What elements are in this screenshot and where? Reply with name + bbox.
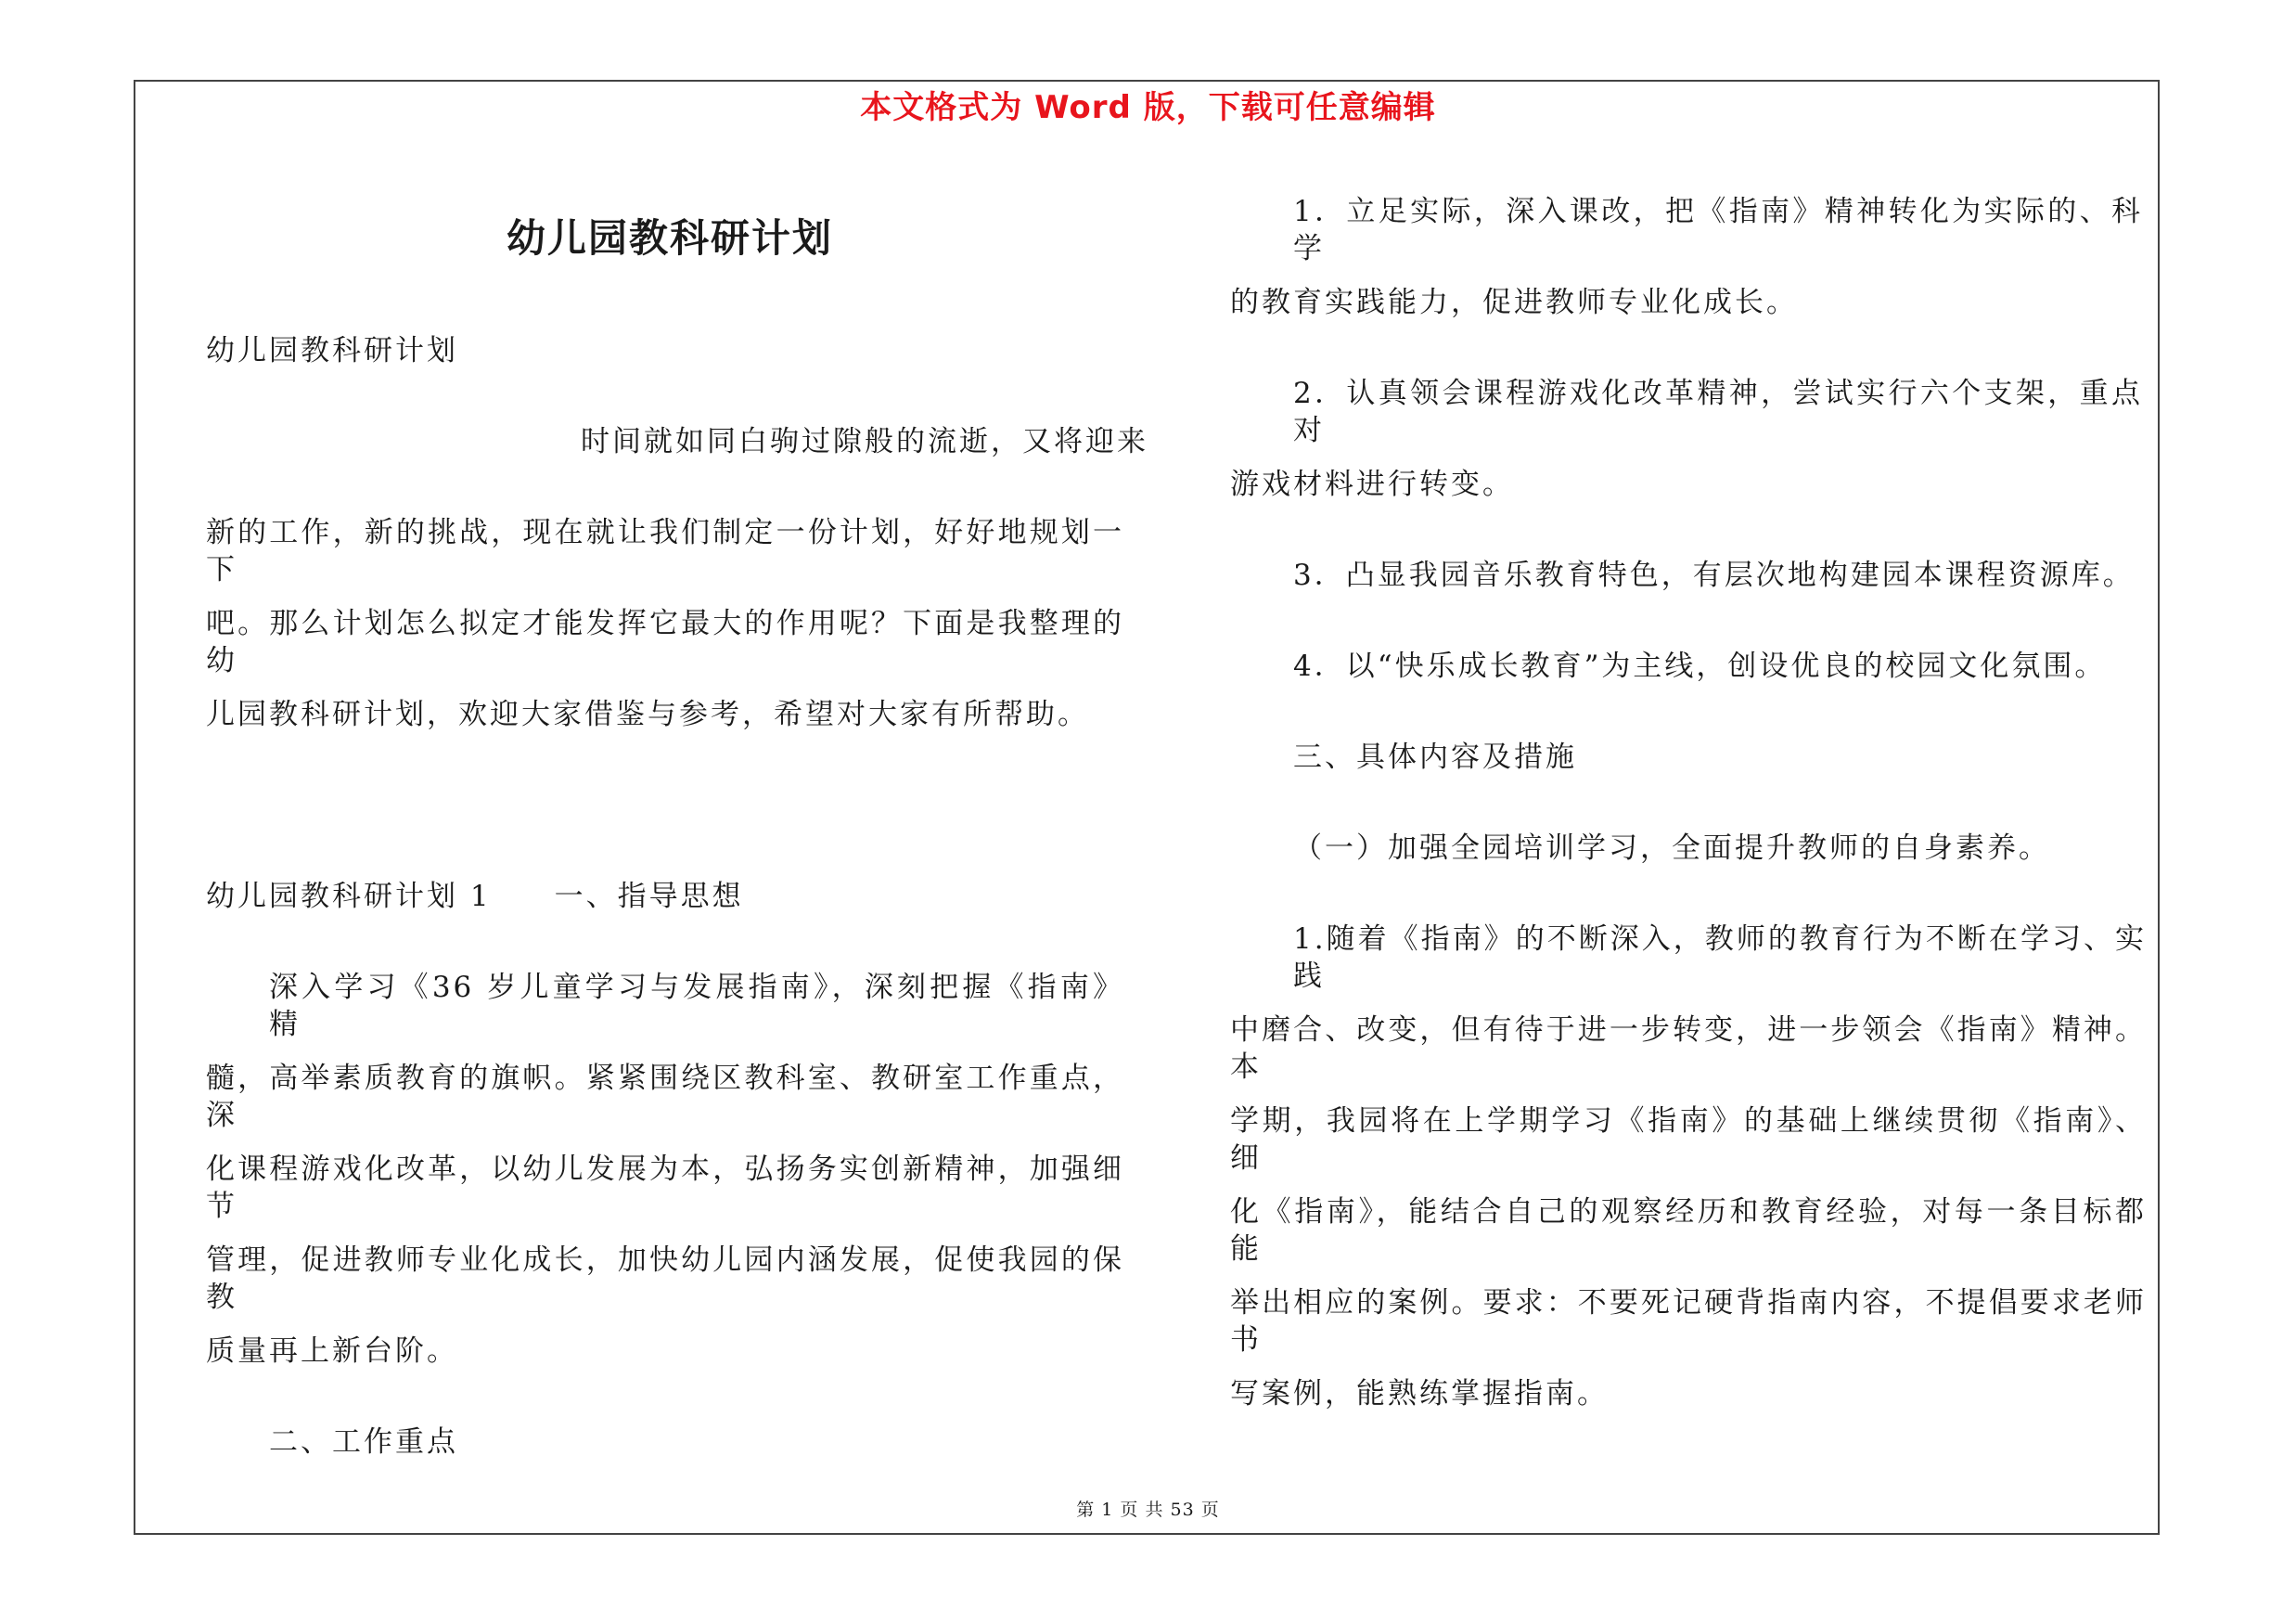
left-line-7: 深入学习《36 岁儿童学习与发展指南》，深刻把握《指南》精: [269, 971, 1124, 1041]
right-line-11: 学期，我园将在上学期学习《指南》的基础上继续贯彻《指南》、细: [1230, 1104, 2147, 1175]
left-line-1: 幼儿园教科研计划: [206, 334, 458, 367]
left-line-4: 吧。那么计划怎么拟定才能发挥它最大的作用呢？下面是我整理的幼: [206, 607, 1124, 677]
right-line-13: 举出相应的案例。要求：不要死记硬背指南内容，不提倡要求老师书: [1230, 1286, 2147, 1357]
right-line-5: 3．凸显我园音乐教育特色，有层次地构建园本课程资源库。: [1293, 559, 2135, 592]
right-line-14: 写案例，能熟练掌握指南。: [1230, 1377, 1609, 1410]
right-line-3: 2．认真领会课程游戏化改革精神，尝试实行六个支架，重点对: [1293, 377, 2143, 447]
document-title: 幼儿园教科研计划: [506, 215, 833, 261]
left-line-8: 髓，高举素质教育的旗帜。紧紧围绕区教科室、教研室工作重点，深: [206, 1062, 1124, 1132]
right-line-1: 1．立足实际，深入课改，把《指南》精神转化为实际的、科学: [1293, 195, 2143, 265]
right-line-2: 的教育实践能力，促进教师专业化成长。: [1230, 286, 1798, 319]
left-line-11: 质量再上新台阶。: [206, 1334, 458, 1368]
page-footer: 第 1 页 共 53 页: [1076, 1500, 1220, 1520]
right-line-4: 游戏材料进行转变。: [1230, 468, 1514, 501]
left-line-5: 儿园教科研计划，欢迎大家借鉴与参考，希望对大家有所帮助。: [206, 698, 1089, 731]
left-line-6: 幼儿园教科研计划 1 一、指导思想: [206, 880, 744, 913]
right-line-7: 三、具体内容及措施: [1293, 741, 1577, 774]
right-line-8: （一）加强全园培训学习，全面提升教师的自身素养。: [1293, 831, 2050, 865]
right-line-6: 4．以“快乐成长教育”为主线，创设优良的校园文化氛围。: [1293, 650, 2107, 683]
left-line-9: 化课程游戏化改革，以幼儿发展为本，弘扬务实创新精神，加强细节: [206, 1153, 1124, 1223]
left-line-12: 二、工作重点: [269, 1425, 458, 1459]
left-line-2: 时间就如同白驹过隙般的流逝，又将迎来: [581, 425, 1148, 458]
left-line-10: 管理，促进教师专业化成长，加快幼儿园内涵发展，促使我园的保教: [206, 1243, 1124, 1314]
right-line-12: 化《指南》，能结合自己的观察经历和教育经验，对每一条目标都能: [1230, 1195, 2147, 1266]
right-line-9: 1.随着《指南》的不断深入，教师的教育行为不断在学习、实践: [1293, 922, 2147, 993]
left-line-3: 新的工作，新的挑战，现在就让我们制定一份计划，好好地规划一下: [206, 516, 1124, 586]
right-line-10: 中磨合、改变，但有待于进一步转变，进一步领会《指南》精神。本: [1230, 1013, 2147, 1084]
format-banner: 本文格式为 Word 版，下载可任意编辑: [860, 89, 1436, 126]
